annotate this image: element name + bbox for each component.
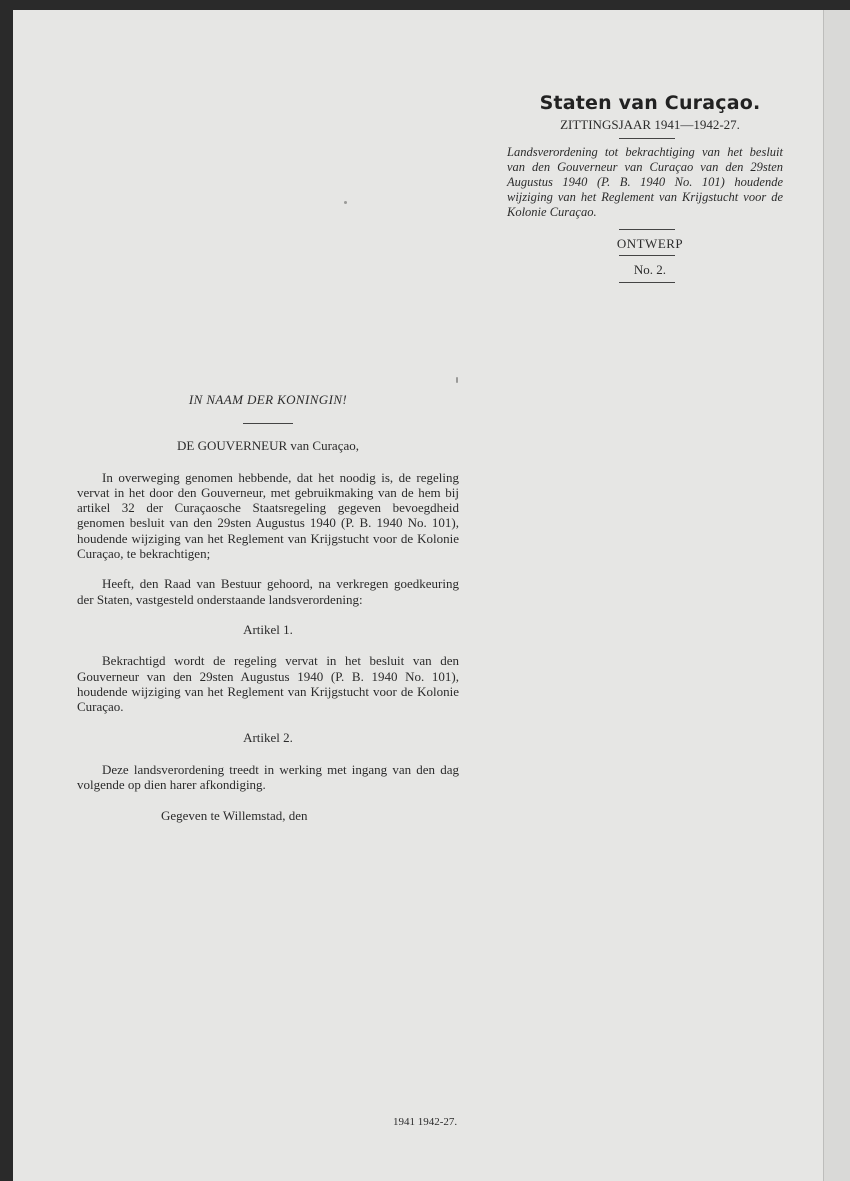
- ordinance-description: Landsverordening tot bekrachtiging van het besluit van den Gouverneur van Curaçao van den 29sten Augustus 1940 (P. B. 1940 No. 101) houdende wijziging van het Reglement van Krijgstucht voor de Kolonie Curaçao.: [507, 145, 783, 219]
- article-heading: Artikel 2.: [243, 730, 293, 746]
- article-text: Bekrachtigd wordt de regeling vervat in het besluit van den Gouverneur van den 29sten Augustus 1940 (P. B. 1940 No. 101), houdende wijziging van het Reglement van Krijgstucht voor de Kolonie Curaçao.: [77, 653, 459, 715]
- document-header: [493, 92, 783, 283]
- page-footer-code: 1941 1942-27.: [393, 1116, 458, 1128]
- document-page: [13, 10, 823, 1181]
- page-edge-strip: [823, 10, 850, 1181]
- addressee: DE GOUVERNEUR van Curaçao,: [177, 438, 359, 454]
- divider: [619, 138, 675, 139]
- divider: [619, 229, 675, 230]
- paper-speck: [456, 377, 458, 383]
- document-title: Staten van Curaçao.: [539, 92, 761, 114]
- paper-speck: [344, 201, 347, 204]
- draft-label: ONTWERP: [616, 236, 684, 251]
- draft-number: No. 2.: [633, 262, 667, 277]
- article-text: Deze landsverordening treedt in werking met ingang van den dag volgende op dien harer afkondiging.: [77, 761, 459, 793]
- preamble-paragraph: In overweging genomen hebbende, dat het noodig is, de regeling vervat in het door den Gouverneur, met gebruikmaking van de hem bij artikel 32 der Curaçaosche Staatsregeling gegeven bevoegdheid genomen besluit van den 29sten Augustus 1940 (P. B. 1940 No. 101), houdende wijziging van het Reglement van Krijgstucht voor de Kolonie Curaçao, te bekrachtigen;: [77, 469, 459, 562]
- closing-line: Gegeven te Willemstad, den: [161, 808, 308, 824]
- session-year: ZITTINGSJAAR 1941—1942-27.: [560, 117, 740, 132]
- divider: [243, 423, 293, 424]
- enactment-paragraph: Heeft, den Raad van Bestuur gehoord, na verkregen goedkeuring der Staten, vastgesteld onderstaande landsverordening:: [77, 576, 459, 607]
- divider: [619, 282, 675, 283]
- invocation: IN NAAM DER KONINGIN!: [188, 392, 348, 407]
- ordinance-body: [77, 390, 459, 824]
- divider: [619, 255, 675, 256]
- article-heading: Artikel 1.: [243, 621, 293, 637]
